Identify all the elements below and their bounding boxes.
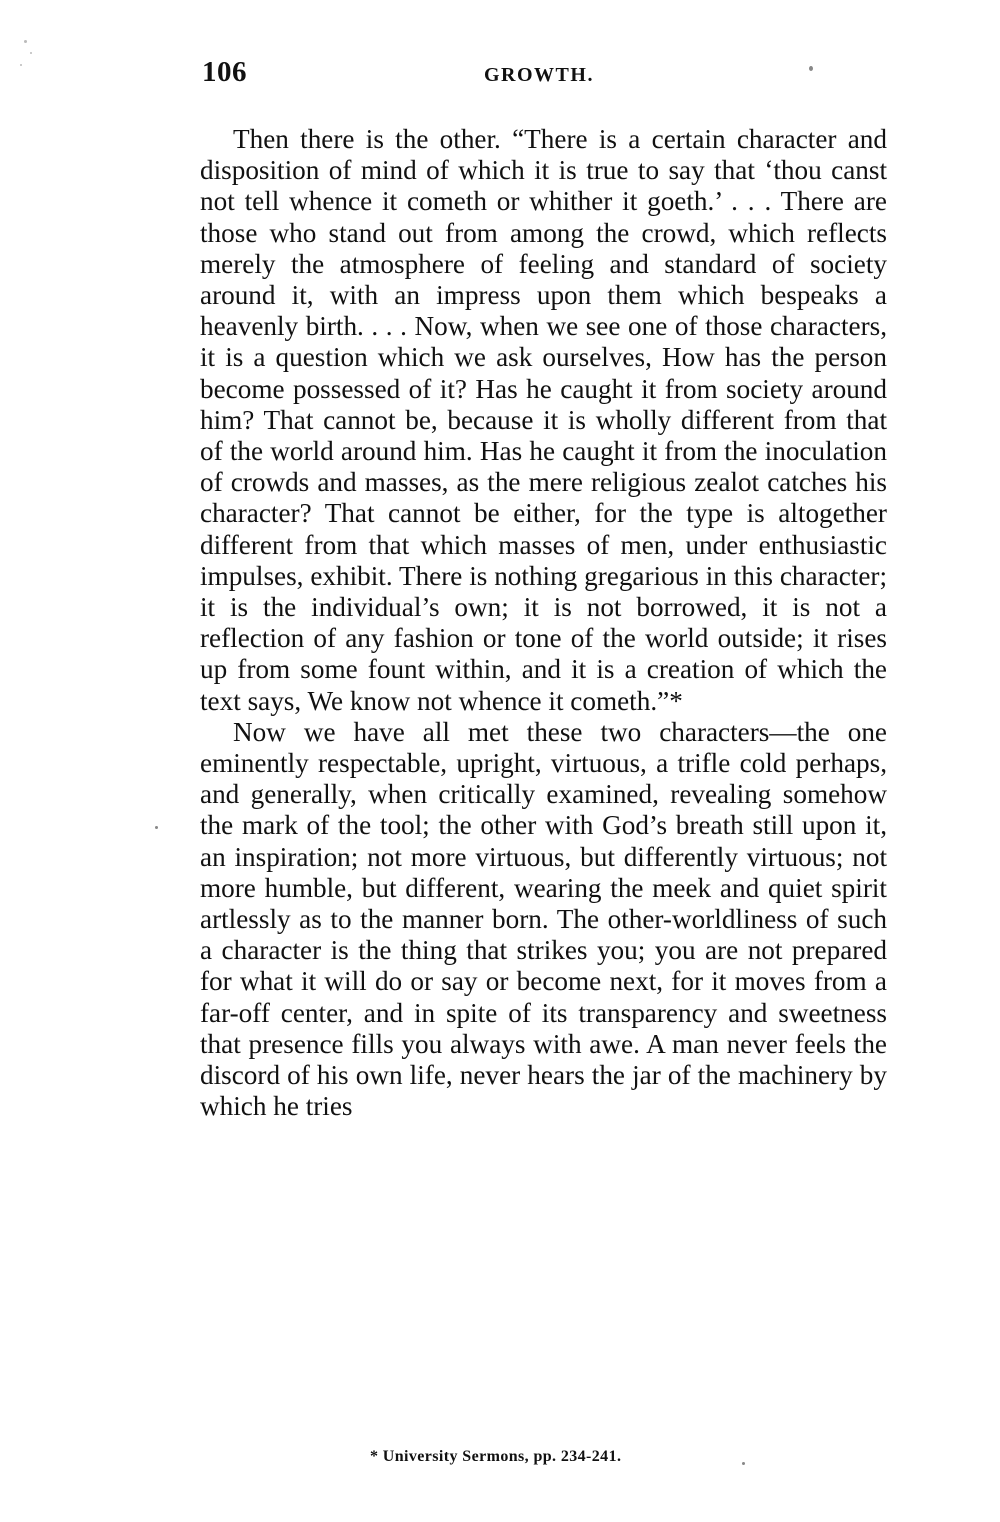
print-speck xyxy=(809,66,813,71)
footnote: * University Sermons, pp. 234-241. xyxy=(370,1448,622,1465)
running-head: GROWTH. xyxy=(484,64,594,86)
paragraph-2: Now we have all met these two characters—the one eminently respectable, upright, virtuous, a trifle cold perhaps, and generally, when critically examined, revealing somehow the mark of the tool; the other with God’s breath still upon it, an inspiration; not more virtuous, but differently virtuous; not more humble, but different, wearing the meek and quiet spirit artlessly as to the manner born. The other-worldliness of such a character is the thing that strikes you; you are not prepared for what it will do or say or become next, for it moves from a far-off center, and in spite of its transparency and sweetness that presence fills you always with awe. A man never feels the discord of his own life, never hears the jar of the machinery by which he tries xyxy=(200,716,887,1122)
print-speck xyxy=(24,40,27,43)
print-speck xyxy=(20,64,22,66)
body-text xyxy=(200,124,887,1123)
print-speck xyxy=(742,1462,745,1465)
page-number: 106 xyxy=(202,56,247,88)
paragraph-1: Then there is the other. “There is a certain character and disposition of mind of which it is true to say that ‘thou canst not tell whence it cometh or whither it goeth.’ . . . There are those who stand out from among the crowd, which reflects merely the atmosphere of feeling and standard of society around it, with an impress upon them which bespeaks a heavenly birth. . . . Now, when we see one of those characters, it is a question which we ask ourselves, How has the person become possessed of it? Has he caught it from society around him? That cannot be, because it is wholly different from that of the world around him. Has he caught it from the inoculation of crowds and masses, as the mere religious zealot catches his character? That cannot be either, for the type is altogether different from that which masses of men, under enthusiastic impulses, exhibit. There is nothing gregarious in this character; it is the individual’s own; it is not borrowed, it is not a reflection of any fashion or tone of the world outside; it rises up from some fount within, and it is a creation of which the text says, We know not whence it cometh.”* xyxy=(200,124,887,716)
page-header xyxy=(200,56,890,96)
print-speck xyxy=(155,826,158,829)
print-speck xyxy=(30,52,32,54)
